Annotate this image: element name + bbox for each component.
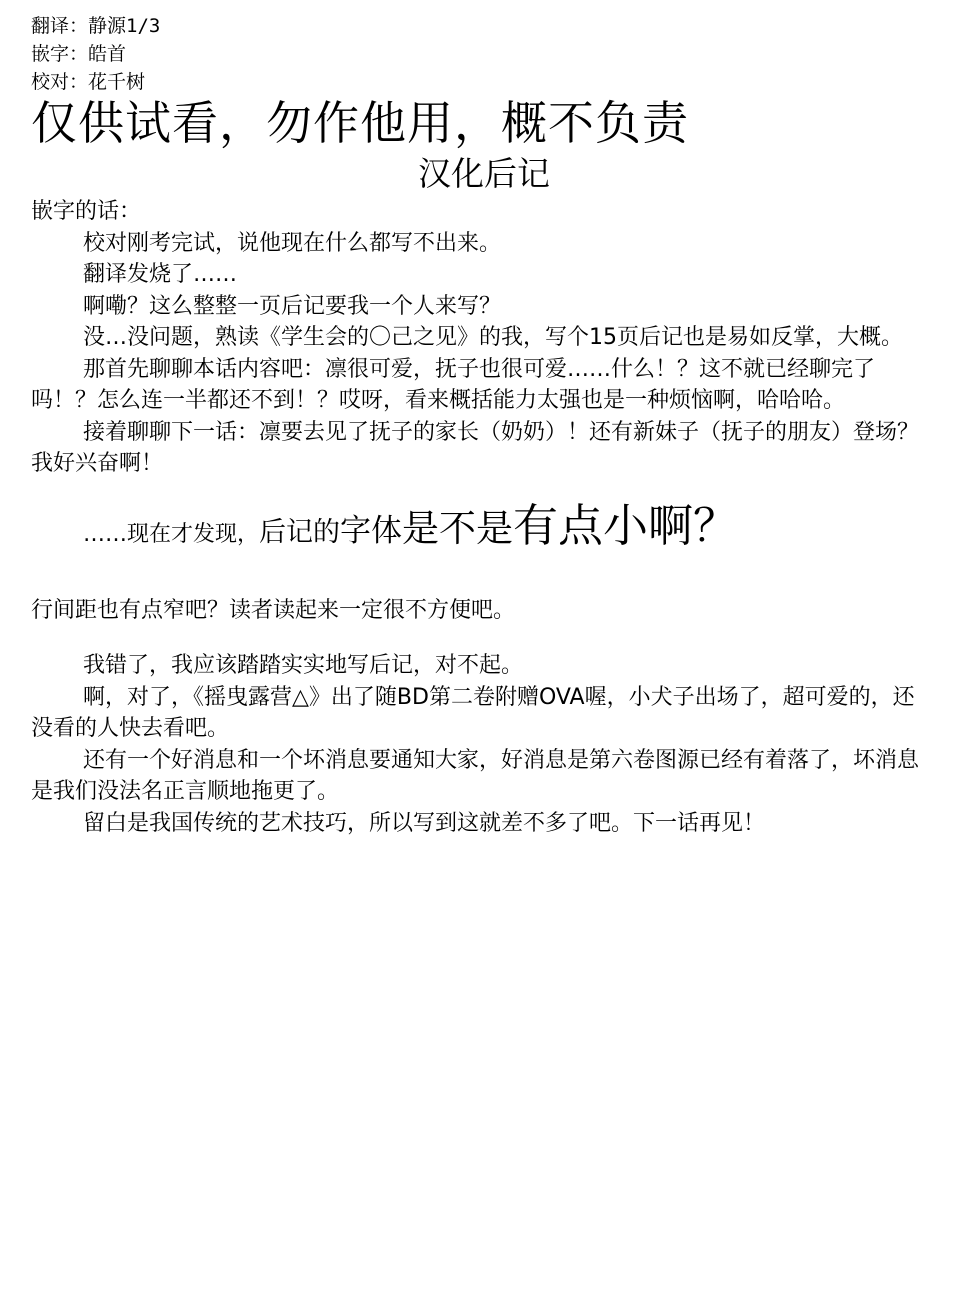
paragraph-10: 还有一个好消息和一个坏消息要通知大家，好消息是第六卷图源已经有着落了，坏消息是我们没法名正言顺地拖更了。 <box>31 747 920 804</box>
disclaimer-heading: 仅供试看，勿作他用，概不负责 <box>31 96 689 150</box>
credit-proofreading: 校对：花千树 <box>31 71 146 93</box>
paragraph-6: 接着聊聊下一话：凛要去见了抚子的家长（奶奶）！还有新妹子（抚子的朋友）登场？我好兴奋啊！ <box>31 419 920 476</box>
growing-font-part-2: 后记的 <box>259 516 341 548</box>
paragraph-9: 啊，对了，《摇曳露营△》出了随BD第二卷附赠OVA喔，小犬子出场了，超可爱的，还没看的人快去看吧。 <box>31 684 915 741</box>
paragraph-4: 没…没问题，熟读《学生会的〇己之见》的我，写个15页后记也是易如反掌，大概。 <box>83 325 903 350</box>
growing-font-part-1: ……现在才发现， <box>83 521 260 547</box>
afterword-body <box>31 196 931 839</box>
growing-font-part-3: 字体 <box>340 512 403 549</box>
paragraph-5: 那首先聊聊本话内容吧：凛很可爱，抚子也很可爱……什么！？这不就已经聊完了吗！？怎么连一半都还不到！？哎呀，看来概括能力太强也是一种烦恼啊，哈哈哈。 <box>31 356 876 413</box>
paragraph-1: 校对刚考完试，说他现在什么都写不出来。 <box>83 230 502 256</box>
paragraph-3: 啊嘞？这么整整一页后记要我一个人来写？ <box>83 293 502 319</box>
section-label: 嵌字的话： <box>31 199 142 224</box>
credits-block <box>31 12 160 96</box>
paragraph-7: 行间距也有点窄吧？读者读起来一定很不方便吧。 <box>31 597 516 623</box>
paragraph-11: 留白是我国传统的艺术技巧，所以写到这就差不多了吧。下一话再见！ <box>83 810 766 836</box>
credit-translation: 翻译：静源1/3 <box>31 15 161 37</box>
paragraph-2: 翻译发烧了…… <box>83 262 238 287</box>
afterword-title: 汉化后记 <box>418 154 550 193</box>
growing-font-part-5: 有点小啊？ <box>513 498 739 552</box>
growing-font-part-4: 是不是 <box>402 506 514 550</box>
paragraph-8: 我错了，我应该踏踏实实地写后记，对不起。 <box>83 653 524 678</box>
growing-font-line <box>31 496 931 565</box>
credit-typesetting: 嵌字：皓首 <box>31 43 127 65</box>
